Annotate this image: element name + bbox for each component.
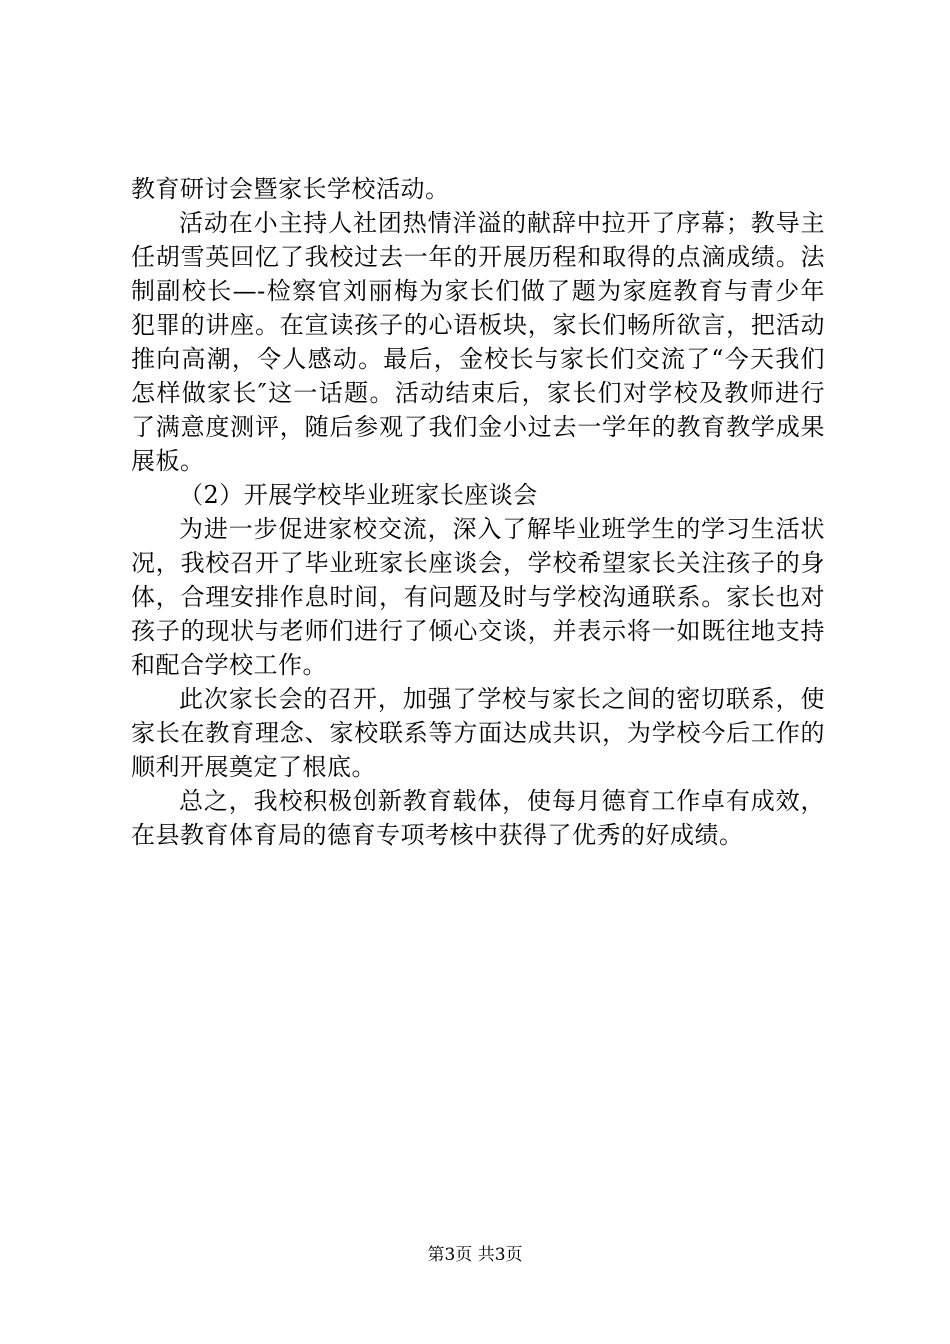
- section-heading-graduation-meeting: （2）开展学校毕业班家长座谈会: [179, 481, 538, 509]
- paragraph-graduation-meeting: 为进一步促进家校交流，深入了解毕业班学生的学习生活状况，我校召开了毕业班家长座谈会，学校希望家长关注孩子的身体，合理安排作息时间，有问题及时与学校沟通联系。家长也对孩子的现状与老师们进行了倾心交谈，并表示将一如既往地支持和配合学校工作。: [131, 515, 825, 679]
- document-body: [131, 172, 825, 852]
- paragraph-activity: 活动在小主持人社团热情洋溢的献辞中拉开了序幕；教导主任胡雪英回忆了我校过去一年的开展历程和取得的点滴成绩。法制副校长—-检察官刘丽梅为家长们做了题为家庭教育与青少年犯罪的讲座。在宣读孩子的心语板块，家长们畅所欲言，把活动推向高潮，令人感动。最后，金校长与家长们交流了“今天我们怎样做家长″这一话题。活动结束后，家长们对学校及教师进行了满意度测评，随后参观了我们金小过去一学年的教育教学成果展板。: [131, 209, 825, 475]
- paragraph-continuation: 教育研讨会暨家长学校活动。: [131, 175, 450, 203]
- paragraph-meeting-effect: 此次家长会的召开，加强了学校与家长之间的密切联系，使家长在教育理念、家校联系等方面达成共识，为学校今后工作的顺利开展奠定了根底。: [131, 685, 825, 781]
- page-number-footer: 第3页 共3页: [427, 1245, 523, 1265]
- paragraph-summary: 总之，我校积极创新教育载体，使每月德育工作卓有成效，在县教育体育局的德育专项考核中获得了优秀的好成绩。: [131, 787, 825, 849]
